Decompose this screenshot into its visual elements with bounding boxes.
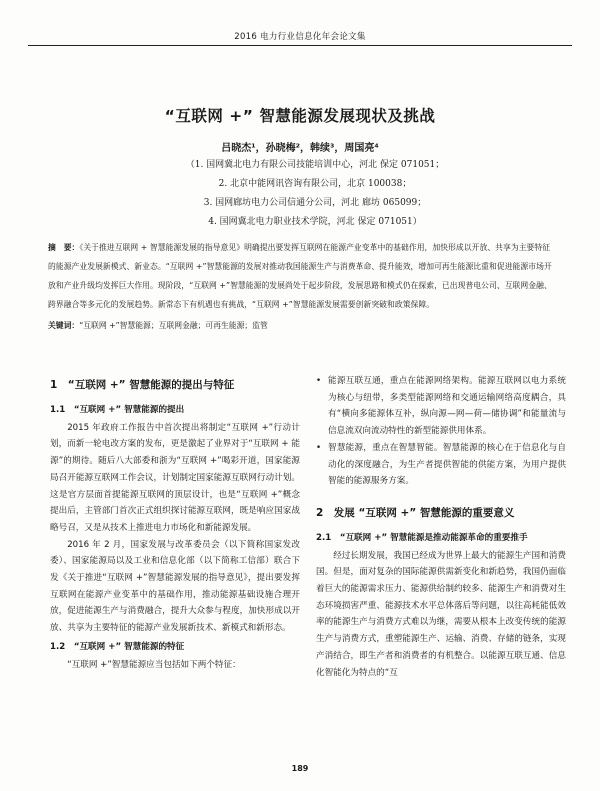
section-1-1-heading: 1.1 “互联网 +” 智慧能源的提出 bbox=[50, 405, 185, 415]
paragraph: 2015 年政府工作报告中首次提出将制定“互联网 +”行动计划，而新一轮电改方案的发布，更是激起了业界对于“互联网 + 能源”的期待。随后八大部委和浙为“互联网 +”喝彩开道，国家能源局召开能源互联网工作会议，计划制定国家能源互联网行动计划。这是官方层面首提能源互联网的顶层设计，也是“互联网 +”概念提出后，主管部门首次正式组织探讨能源互联网，既是响应国家战略号召，又是从技术上推进电力市场化和新能源发展。 bbox=[50, 422, 300, 533]
affiliations bbox=[150, 156, 480, 232]
keywords bbox=[48, 319, 556, 333]
page-number: 189 bbox=[291, 764, 309, 773]
right-column bbox=[316, 373, 566, 681]
keywords-text: “互联网 +”智慧能源；互联网金融；可再生能源；监管 bbox=[79, 321, 268, 330]
paragraph: 经过长期发展，我国已经成为世界上最大的能源生产国和消费国。但是，面对复杂的国际能源供需新变化和新趋势，我国仍面临着巨大的能源需求压力、能源供给制约较多、能源生产和消费对生态环境损害严重、能源技术水平总体落后等问题，以往高耗能低效率的能源生产与消费方式难以为继，需要从根本上改变传统的能源生产与消费方式，重塑能源生产、运输、消费、存储的链条，实现产消结合，即生产者和消费者的有机整合。以能源互联互通、信息化智能化为特点的“互 bbox=[316, 550, 566, 678]
section-1-2-heading: 1.2 “互联网 +” 智慧能源的特征 bbox=[50, 641, 185, 652]
bullet-text: 智慧能源，重点在智慧智能。智慧能源的核心在于信息化与自动化的深度融合，为生产者提供智能的供能方案，为用户提供智能的能源服务方案。 bbox=[328, 442, 566, 487]
paragraph: 2016 年 2 月，国家发展与改革委员会（以下简称国家发改委）、国家能源局以及工业和信息化部（以下简称工信部）联合下发《关于推进“互联网 +”智慧能源发展的指导意见》，提出要发挥互联网在能源产业变革中的基础作用，推动能源基础设施合理开放，促进能源生产与消费融合，提升大众参与程度，加快形成以开放、共享为主要特征的能源产业发展新技术、新模式和新形态。 bbox=[50, 539, 300, 634]
page-title: “互联网 +” 智慧能源发展现状及挑战 bbox=[164, 107, 436, 125]
section-1-heading: 1 “互联网 +” 智慧能源的提出与特征 bbox=[50, 379, 235, 391]
bullet-item bbox=[316, 440, 566, 490]
affiliation-line: 3. 国网廊坊电力公司信通分公司，河北 廊坊 065099； bbox=[203, 198, 427, 208]
left-column bbox=[50, 372, 300, 673]
bullet-dot-icon: • bbox=[316, 442, 322, 453]
affiliation-line: 2. 北京中能网讯咨询有限公司，北京 100038； bbox=[218, 179, 412, 189]
abstract bbox=[48, 238, 556, 314]
abstract-text: 《关于推进互联网 + 智慧能源发展的指导意见》明确提出要发挥互联网在能源产业变革中的基础作用，加快形成以开放、共享为主要特征的能源产业发展新模式、新业态。“互联网 +”智慧能源的发展对推动我国能源生产与消费革命、提升能效，增加可再生能源比重和促进能源市场开放和产业升级均发挥巨大作用。现阶段，“互联网 +”智慧能源的发展尚处于起步阶段，发展思路和模式仍在探索，已出现普电公司、互联网金融、跨界融合等多元化的发展趋势。新常态下有机遇也有挑战，“互联网 +”智慧能源发展需要创新突破和政策保障。 bbox=[48, 243, 552, 309]
bullet-dot-icon: • bbox=[316, 376, 322, 386]
keywords-label: 关键词： bbox=[48, 321, 80, 330]
section-2-1-heading: 2.1 “互联网 +” 智慧能源是推动能源革命的重要推手 bbox=[316, 532, 528, 543]
affiliation-line: （1. 国网冀北电力有限公司技能培训中心，河北 保定 071051； bbox=[185, 160, 445, 170]
bullet-text: 能源互联互通，重点在能源网络架构。能源互联网以电力系统为核心与纽带，多类型能源网络和交通运输网络高度耦合，具有“横向多能源体互补，纵向源—网—荷—储协调”和能量流与信息流双向流动特性的新型能源供用体系。 bbox=[328, 376, 566, 437]
author-list: 吕晓杰¹，孙晓梅²，韩续³，周国亮⁴ bbox=[221, 143, 379, 154]
bullet-item bbox=[316, 373, 566, 440]
paragraph: “互联网 +”智慧能源应当包括如下两个特征： bbox=[67, 659, 241, 670]
running-header: 2016 电力行业信息化年会论文集 bbox=[28, 30, 572, 46]
abstract-label: 摘 要： bbox=[48, 243, 80, 252]
section-2-heading: 2 发展 “互联网 +” 智慧能源的重要意义 bbox=[316, 506, 515, 519]
affiliation-line: 4. 国网冀北电力职业技术学院，河北 保定 071051） bbox=[208, 217, 422, 227]
